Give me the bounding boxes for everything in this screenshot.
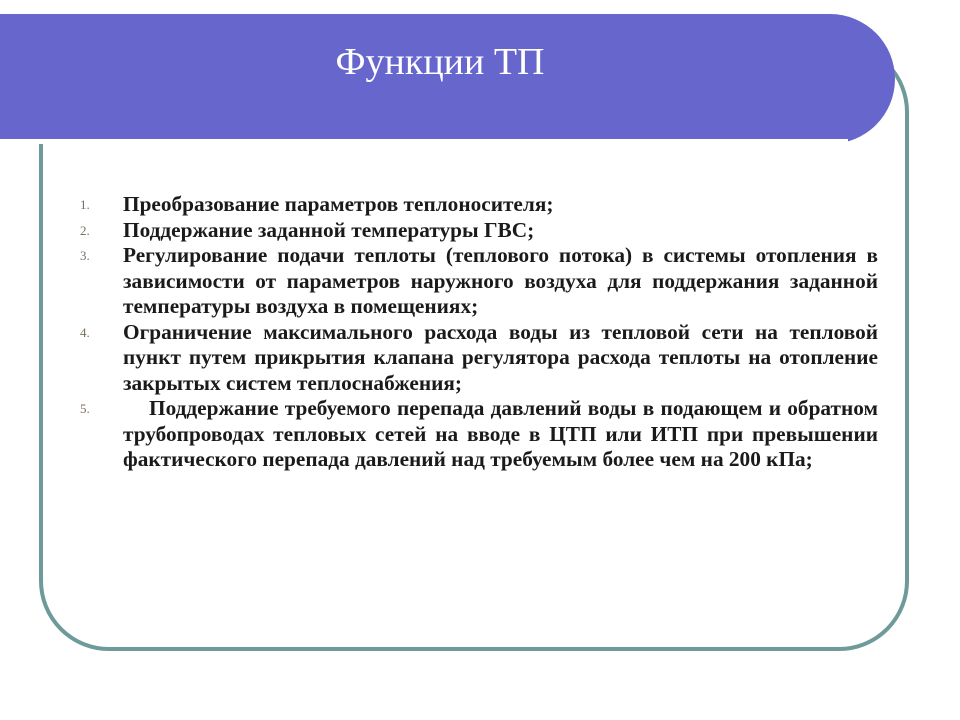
list-item-text: Преобразование параметров теплоносителя; bbox=[123, 192, 554, 216]
list-item bbox=[80, 320, 878, 397]
list-item-number: 5. bbox=[80, 401, 90, 416]
list-item bbox=[80, 243, 878, 320]
list-item bbox=[80, 218, 878, 244]
list-item-text: Регулирование подачи теплоты (теплового потока) в системы отопления в зависимости от параметров наружного воздуха для поддержания заданной температуры воздуха в помещениях; bbox=[123, 243, 878, 318]
list-item-number: 4. bbox=[80, 324, 90, 340]
list-item-number: 3. bbox=[80, 248, 90, 263]
list-item-number: 1. bbox=[80, 197, 90, 212]
list-item-number: 2. bbox=[80, 222, 90, 238]
slide-title: Функции ТП bbox=[335, 41, 545, 83]
function-list bbox=[80, 192, 878, 473]
list-item bbox=[80, 396, 878, 473]
list-item-text: Ограничение максимального расхода воды из тепловой сети на тепловой пункт путем прикрытия клапана регулятора расхода теплоты на отопление закрытых систем теплоснабжения; bbox=[123, 319, 878, 395]
list-item bbox=[80, 192, 878, 218]
list-item-text: Поддержание требуемого перепада давлений воды в подающем и обратном трубопроводах тепловых сетей на вводе в ЦТП или ИТП при превышении фактического перепада давлений над требуемым более чем на 200 кПа; bbox=[123, 396, 878, 471]
title-banner bbox=[0, 14, 895, 144]
title-underline bbox=[0, 139, 848, 144]
list-item-text: Поддержание заданной температуры ГВС; bbox=[123, 217, 535, 242]
